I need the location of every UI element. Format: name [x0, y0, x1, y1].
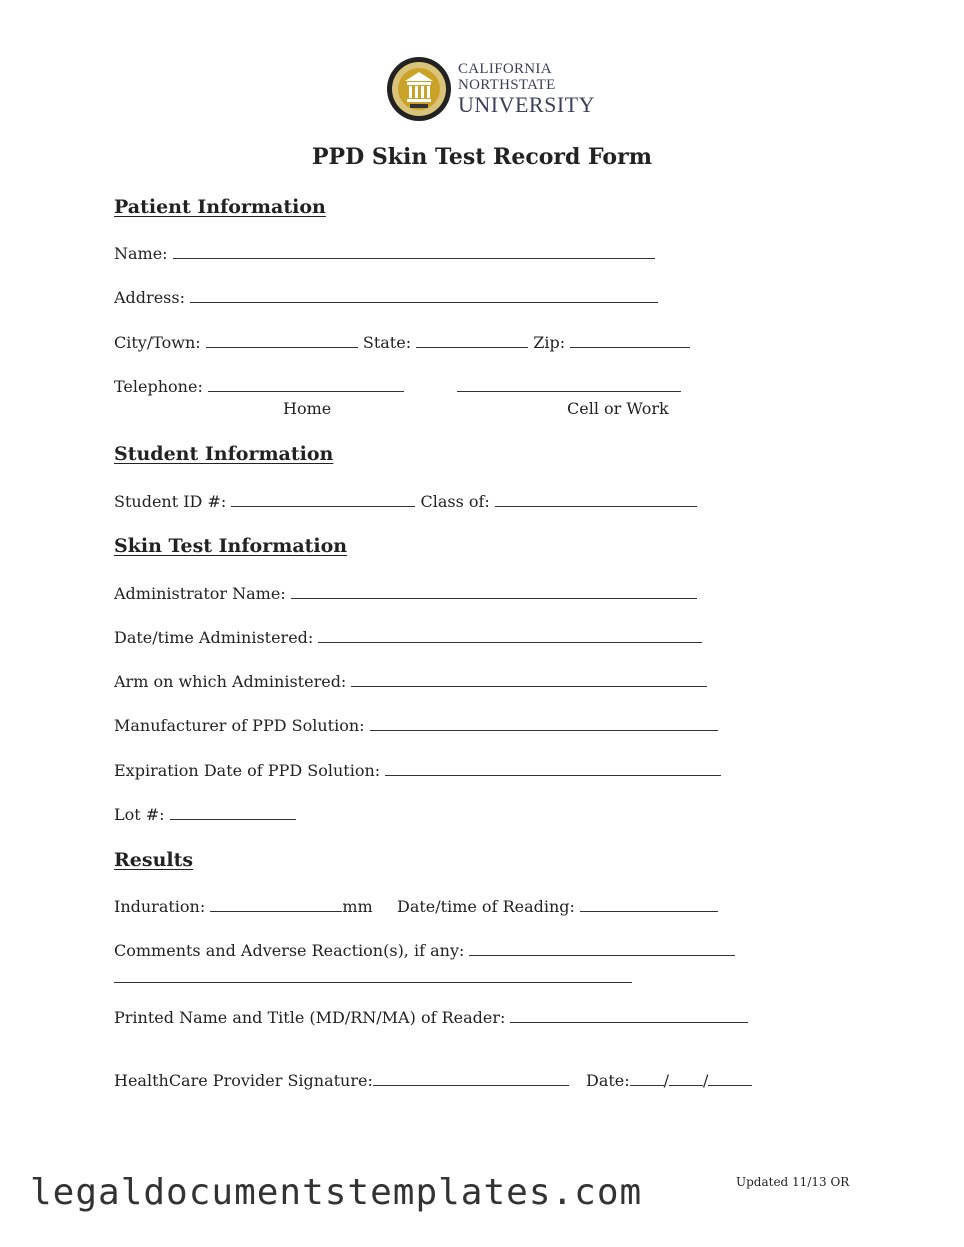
- induration-field[interactable]: [210, 897, 342, 912]
- induration-label: Induration:: [114, 897, 206, 916]
- logo-line-3: UNIVERSITY: [458, 92, 595, 117]
- logo-line-2: NORTHSTATE: [458, 77, 556, 93]
- expiration-label: Expiration Date of PPD Solution:: [114, 761, 381, 780]
- arm-label: Arm on which Administered:: [114, 672, 347, 691]
- name-field[interactable]: [173, 244, 655, 259]
- form-title: PPD Skin Test Record Form: [312, 144, 652, 170]
- address-label: Address:: [114, 288, 185, 307]
- comments-label: Comments and Adverse Reaction(s), if any:: [114, 941, 465, 960]
- cell-phone-field[interactable]: [457, 377, 681, 392]
- student-info-heading: Student Information: [114, 443, 334, 465]
- home-caption: Home: [283, 399, 332, 418]
- datetime-row: [114, 628, 702, 647]
- induration-row: [114, 897, 373, 916]
- expiration-row: [114, 761, 721, 780]
- address-row: [114, 288, 658, 307]
- admin-name-label: Administrator Name:: [114, 584, 286, 603]
- date-label: Date:: [586, 1071, 630, 1090]
- university-seal-icon: [386, 54, 452, 124]
- comments-field[interactable]: [469, 941, 735, 956]
- reading-label: Date/time of Reading:: [397, 897, 575, 916]
- comments-field-continued[interactable]: [114, 968, 632, 983]
- manufacturer-label: Manufacturer of PPD Solution:: [114, 716, 365, 735]
- datetime-field[interactable]: [318, 628, 702, 643]
- name-label: Name:: [114, 244, 168, 263]
- state-field[interactable]: [416, 333, 528, 348]
- printed-name-row: [114, 1008, 748, 1027]
- cell-phone-row: [457, 377, 681, 396]
- comments-row: [114, 941, 735, 960]
- class-label: Class of:: [420, 492, 490, 511]
- telephone-label: Telephone:: [114, 377, 203, 396]
- city-label: City/Town:: [114, 333, 201, 352]
- lot-field[interactable]: [170, 805, 296, 820]
- logo-wordmark: [458, 62, 595, 116]
- manufacturer-row: [114, 716, 718, 735]
- date-slash-2: /: [703, 1071, 709, 1090]
- printed-name-label: Printed Name and Title (MD/RN/MA) of Reader:: [114, 1008, 506, 1027]
- home-phone-field[interactable]: [208, 377, 404, 392]
- name-row: [114, 244, 655, 263]
- admin-name-row: [114, 584, 697, 603]
- results-heading: Results: [114, 849, 194, 871]
- cell-caption: Cell or Work: [567, 399, 669, 418]
- reading-row: [397, 897, 718, 916]
- date-day-field[interactable]: [669, 1071, 703, 1086]
- telephone-row: [114, 377, 404, 396]
- comments-row-2: [114, 968, 632, 987]
- signature-field[interactable]: [373, 1071, 569, 1086]
- date-row: [586, 1071, 752, 1090]
- zip-label: Zip:: [533, 333, 566, 352]
- university-logo: [386, 54, 596, 126]
- arm-field[interactable]: [351, 672, 707, 687]
- mm-unit: mm: [342, 897, 373, 916]
- lot-row: [114, 805, 296, 824]
- date-year-field[interactable]: [708, 1071, 752, 1086]
- logo-line-1: CALIFORNIA: [458, 61, 552, 77]
- watermark-text: legaldocumentstemplates.com: [30, 1172, 643, 1213]
- lot-label: Lot #:: [114, 805, 165, 824]
- zip-field[interactable]: [570, 333, 690, 348]
- date-slash-1: /: [663, 1071, 670, 1090]
- class-field[interactable]: [495, 492, 697, 507]
- patient-info-heading: Patient Information: [114, 196, 326, 218]
- updated-note: Updated 11/13 OR: [736, 1175, 850, 1189]
- student-row: [114, 492, 697, 511]
- state-label: State:: [362, 333, 412, 352]
- datetime-label: Date/time Administered:: [114, 628, 314, 647]
- printed-name-field[interactable]: [510, 1008, 748, 1023]
- address-field[interactable]: [190, 288, 658, 303]
- student-id-field[interactable]: [231, 492, 415, 507]
- city-state-zip-row: [114, 333, 690, 352]
- expiration-field[interactable]: [385, 761, 721, 776]
- date-month-field[interactable]: [630, 1071, 664, 1086]
- reading-field[interactable]: [580, 897, 718, 912]
- signature-label: HealthCare Provider Signature:: [114, 1071, 373, 1090]
- skin-test-heading: Skin Test Information: [114, 535, 348, 557]
- admin-name-field[interactable]: [291, 584, 697, 599]
- arm-row: [114, 672, 707, 691]
- student-id-label: Student ID #:: [114, 492, 227, 511]
- manufacturer-field[interactable]: [370, 716, 718, 731]
- city-field[interactable]: [206, 333, 358, 348]
- signature-row: [114, 1071, 569, 1090]
